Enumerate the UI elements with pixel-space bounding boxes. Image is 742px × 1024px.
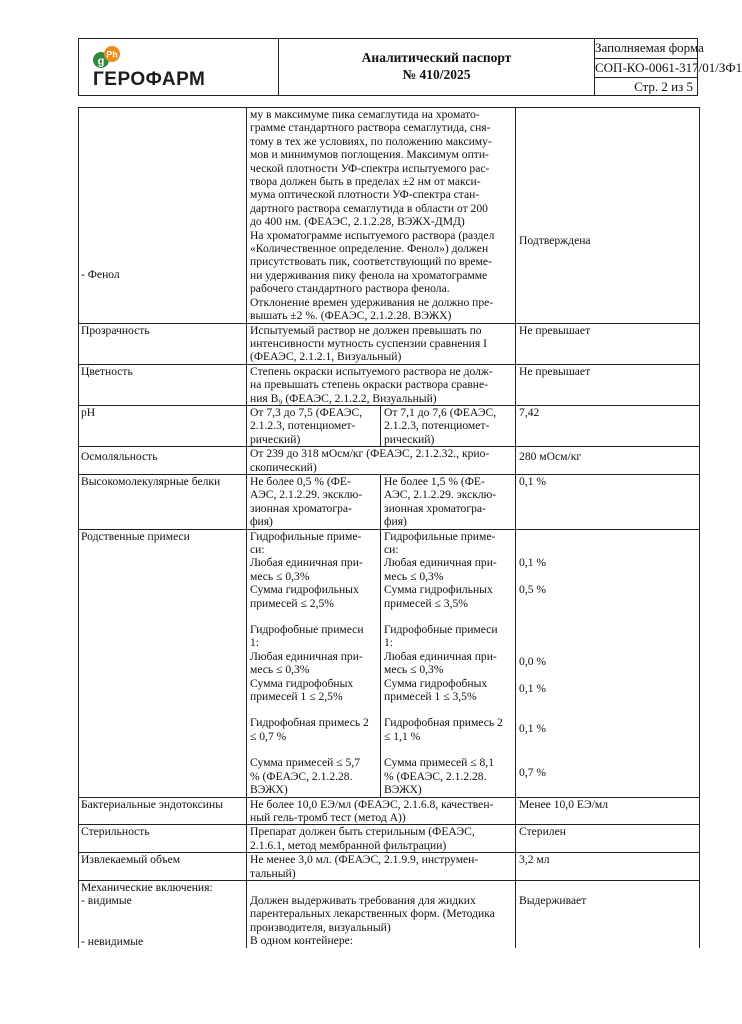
impurity-result: 0,1 % — [519, 681, 547, 695]
text-line: тому в тех же условиях, по положению максиму- — [250, 134, 492, 148]
text-line: % (ФЕАЭС, 2.1.2.28. — [250, 769, 353, 783]
text-line: тальный) — [250, 866, 296, 880]
row-spec — [247, 825, 516, 853]
text-line: ВЭЖХ) — [384, 783, 422, 797]
row-spec-a — [247, 474, 381, 529]
text-line: Гидрофобные примеси — [250, 623, 364, 637]
form-code: СОП-КО-0061-317/01/ЗФ1 — [595, 59, 697, 79]
text-line: рический) — [250, 432, 301, 446]
row-spec — [247, 880, 516, 948]
text-line: зионная хроматогра- — [250, 501, 352, 515]
text-line: На хроматограмме испытуемого раствора (раздел — [250, 228, 495, 242]
text-line: фия) — [250, 515, 273, 529]
form-label: Заполняемая форма — [595, 39, 697, 59]
text-line: АЭС, 2.1.2.29. эксклю- — [384, 488, 497, 502]
row-result: Не превышает — [516, 323, 700, 364]
row-result: Подтверждена — [516, 108, 700, 324]
form-info — [595, 39, 742, 95]
text-line: 1: — [384, 636, 394, 650]
text-line: % (ФЕАЭС, 2.1.2.28. — [384, 769, 487, 783]
particles-title: Механические включения: — [81, 880, 213, 894]
row-spec-b — [381, 474, 516, 529]
text-line: Сумма гидрофобных — [384, 676, 488, 690]
text-line: 2.1.6.1, метод мембранной фильтрации) — [250, 838, 447, 852]
text-line: месь ≤ 0,3% — [250, 663, 310, 677]
text-line: Препарат должен быть стерильным (ФЕАЭС, — [250, 825, 475, 839]
text-line: От 7,1 до 7,6 (ФЕАЭС, — [384, 405, 497, 419]
table-row — [79, 323, 700, 364]
text-line: скопический) — [250, 460, 317, 474]
text-line: Испытуемый раствор не должен превышать по — [250, 323, 482, 337]
text-line: Гидрофильные приме- — [250, 529, 362, 543]
text-line: Не более 1,5 % (ФЕ- — [384, 474, 485, 488]
row-result: 7,42 — [516, 405, 700, 446]
row-name: - Фенол — [79, 108, 247, 324]
row-result: Менее 10,0 ЕЭ/мл — [516, 797, 700, 825]
text-line: Не более 0,5 % (ФЕ- — [250, 474, 351, 488]
page-number: Стр. 2 из 5 — [634, 79, 693, 95]
row-spec-a — [247, 529, 381, 797]
row-result: 280 мОсм/кг — [516, 447, 700, 475]
row-name: Бактериальные эндотоксины — [79, 797, 247, 825]
text-line: Должен выдерживать требования для жидких — [250, 893, 476, 907]
text-line: вышать ±2 %. (ФЕАЭС, 2.1.2.28. ВЭЖХ) — [250, 309, 452, 323]
table-row — [79, 825, 700, 853]
text-line: рабочего стандартного раствора фенола. — [250, 282, 450, 296]
row-spec — [247, 323, 516, 364]
table-row — [79, 853, 700, 881]
text-line: АЭС, 2.1.2.29. эксклю- — [250, 488, 363, 502]
text-line: От 239 до 318 мОсм/кг (ФЕАЭС, 2.1.2.32., крио- — [250, 447, 490, 461]
row-name: Высокомолекулярные белки — [79, 474, 247, 529]
title-line-2: № 410/2025 — [402, 67, 471, 82]
title-line-1: Аналитический паспорт — [361, 50, 512, 65]
row-name: Прозрачность — [79, 323, 247, 364]
row-result: Не превышает — [516, 364, 700, 405]
text-line: Гидрофобные примеси — [384, 623, 498, 637]
text-line: 2.1.2.3, потенциомет- — [250, 419, 356, 433]
text-line: Степень окраски испытуемого раствора не долж- — [250, 364, 493, 378]
row-name — [79, 880, 247, 948]
text-line: до 400 нм. (ФЕАЭС, 2.1.2.28, ВЭЖХ-ДМД) — [250, 215, 465, 229]
row-spec-a — [247, 405, 381, 446]
impurity-result: 0,7 % — [519, 765, 547, 779]
specification-table — [78, 107, 700, 948]
text-line: си: — [250, 543, 265, 556]
text-line: парентеральных лекарственных форм. (Методика — [250, 907, 495, 921]
text-line: 1: — [250, 636, 260, 650]
text-line: Не менее 3,0 мл. (ФЕАЭС, 2.1.9.9, инструмен- — [250, 853, 479, 867]
logo-g-letter: g — [97, 55, 105, 68]
text-line: 2.1.2.3, потенциомет- — [384, 419, 490, 433]
document-title — [279, 39, 595, 95]
text-line: Гидрофобная примесь 2 — [384, 716, 503, 730]
table-row — [79, 108, 700, 324]
row-spec — [247, 447, 516, 475]
text-line: му в максимуме пика семаглутида на хромато- — [250, 108, 480, 121]
company-name: ГЕРОФАРМ — [93, 69, 206, 90]
impurity-result: 0,1 % — [519, 721, 547, 735]
row-name: Стерильность — [79, 825, 247, 853]
text-line: грамме стандартного раствора семаглутида, сня- — [250, 121, 491, 135]
text-line: Отклонение времен удерживания не должно пре- — [250, 295, 494, 309]
row-result: Стерилен — [516, 825, 700, 853]
text-line: мума оптической плотности УФ-спектра стан- — [250, 188, 480, 202]
text-line: (ФЕАЭС, 2.1.2.1, Визуальный) — [250, 350, 402, 364]
text-line: на превышать степень окраски раствора сравне- — [250, 378, 488, 392]
text-line: фия) — [384, 515, 407, 529]
text-line: присутствовать пик, соответствующий по време- — [250, 255, 492, 269]
row-result: Выдерживает — [516, 880, 700, 948]
text-line: примесей 1 ≤ 2,5% — [250, 690, 343, 704]
text-line: зионная хроматогра- — [384, 501, 486, 515]
text-line: си: — [384, 543, 399, 556]
table-row — [79, 880, 700, 948]
table-row — [79, 529, 700, 797]
text-line: рический) — [384, 432, 435, 446]
row-result: 0,1 % — [516, 474, 700, 529]
text-line: примесей ≤ 3,5% — [384, 596, 468, 610]
row-spec-b — [381, 529, 516, 797]
text-line: ВЭЖХ) — [250, 783, 288, 797]
row-spec-b — [381, 405, 516, 446]
text-line: твора должен быть в пределах ±2 нм от макси- — [250, 175, 481, 189]
text-line: ≤ 0,7 % — [250, 729, 287, 743]
table-row — [79, 405, 700, 446]
row-spec — [247, 364, 516, 405]
impurity-result: 0,1 % — [519, 555, 547, 569]
document-header — [78, 38, 742, 96]
text-line: месь ≤ 0,3% — [250, 569, 310, 583]
text-line: Сумма гидрофильных — [250, 583, 359, 597]
text-line: примесей ≤ 2,5% — [250, 596, 334, 610]
row-name: Извлекаемый объем — [79, 853, 247, 881]
row-spec — [247, 108, 516, 324]
row-result — [516, 529, 700, 797]
text-line: дартного раствора семаглутида в области от 200 — [250, 201, 488, 215]
row-name: Цветность — [79, 364, 247, 405]
text-line: ни удерживания пику фенола на хроматограмме — [250, 268, 488, 282]
row-name: pH — [79, 405, 247, 446]
text-line: Любая единичная при- — [250, 649, 363, 663]
text-line: ≤ 1,1 % — [384, 729, 421, 743]
row-spec — [247, 853, 516, 881]
text-line: Гидрофильные приме- — [384, 529, 496, 543]
text-line: Сумма гидрофобных — [250, 676, 354, 690]
text-line: Любая единичная при- — [384, 649, 497, 663]
particles-visible: - видимые — [81, 894, 132, 908]
text-line: Любая единичная при- — [250, 556, 363, 570]
company-logo-cell — [79, 39, 279, 95]
text-line: Гидрофобная примесь 2 — [250, 716, 369, 730]
particles-invisible: - невидимые — [81, 934, 144, 948]
text-line: примесей 1 ≤ 3,5% — [384, 690, 477, 704]
text-line: месь ≤ 0,3% — [384, 663, 444, 677]
row-name: Родственные примеси — [79, 529, 247, 797]
text-line: Сумма гидрофильных — [384, 583, 493, 597]
impurity-result: 0,0 % — [519, 654, 547, 668]
text-line: От 7,3 до 7,5 (ФЕАЭС, — [250, 405, 363, 419]
text-line: ческой плотности УФ-спектра испытуемого рас- — [250, 161, 490, 175]
text-line: Сумма примесей ≤ 8,1 — [384, 756, 494, 770]
text-line: интенсивности мутность суспензии сравнения I — [250, 336, 487, 350]
text-line: Не более 10,0 ЕЭ/мл (ФЕАЭС, 2.1.6.8, качествен- — [250, 797, 494, 811]
text-line: месь ≤ 0,3% — [384, 569, 444, 583]
table-row — [79, 364, 700, 405]
table-row — [79, 797, 700, 825]
text-line: ния В₉ (ФЕАЭС, 2.1.2.2, Визуальный) — [250, 391, 437, 405]
text-line: Любая единичная при- — [384, 556, 497, 570]
row-result: 3,2 мл — [516, 853, 700, 881]
logo-ph-letters: Ph — [106, 49, 118, 60]
text-line: «Количественное определение. Фенол») должен — [250, 242, 489, 256]
row-spec — [247, 797, 516, 825]
table-row — [79, 474, 700, 529]
text-line: производителя, визуальный) — [250, 920, 391, 934]
text-line: мов и минимумов поглощения. Максимум опти- — [250, 148, 489, 162]
row-name: Осмоляльность — [79, 447, 247, 475]
table-row — [79, 447, 700, 475]
particles-spec-tail: В одном контейнере: — [250, 934, 353, 948]
text-line: ный гель-тромб тест (метод А)) — [250, 810, 406, 824]
text-line: Сумма примесей ≤ 5,7 — [250, 756, 360, 770]
impurity-result: 0,5 % — [519, 582, 547, 596]
